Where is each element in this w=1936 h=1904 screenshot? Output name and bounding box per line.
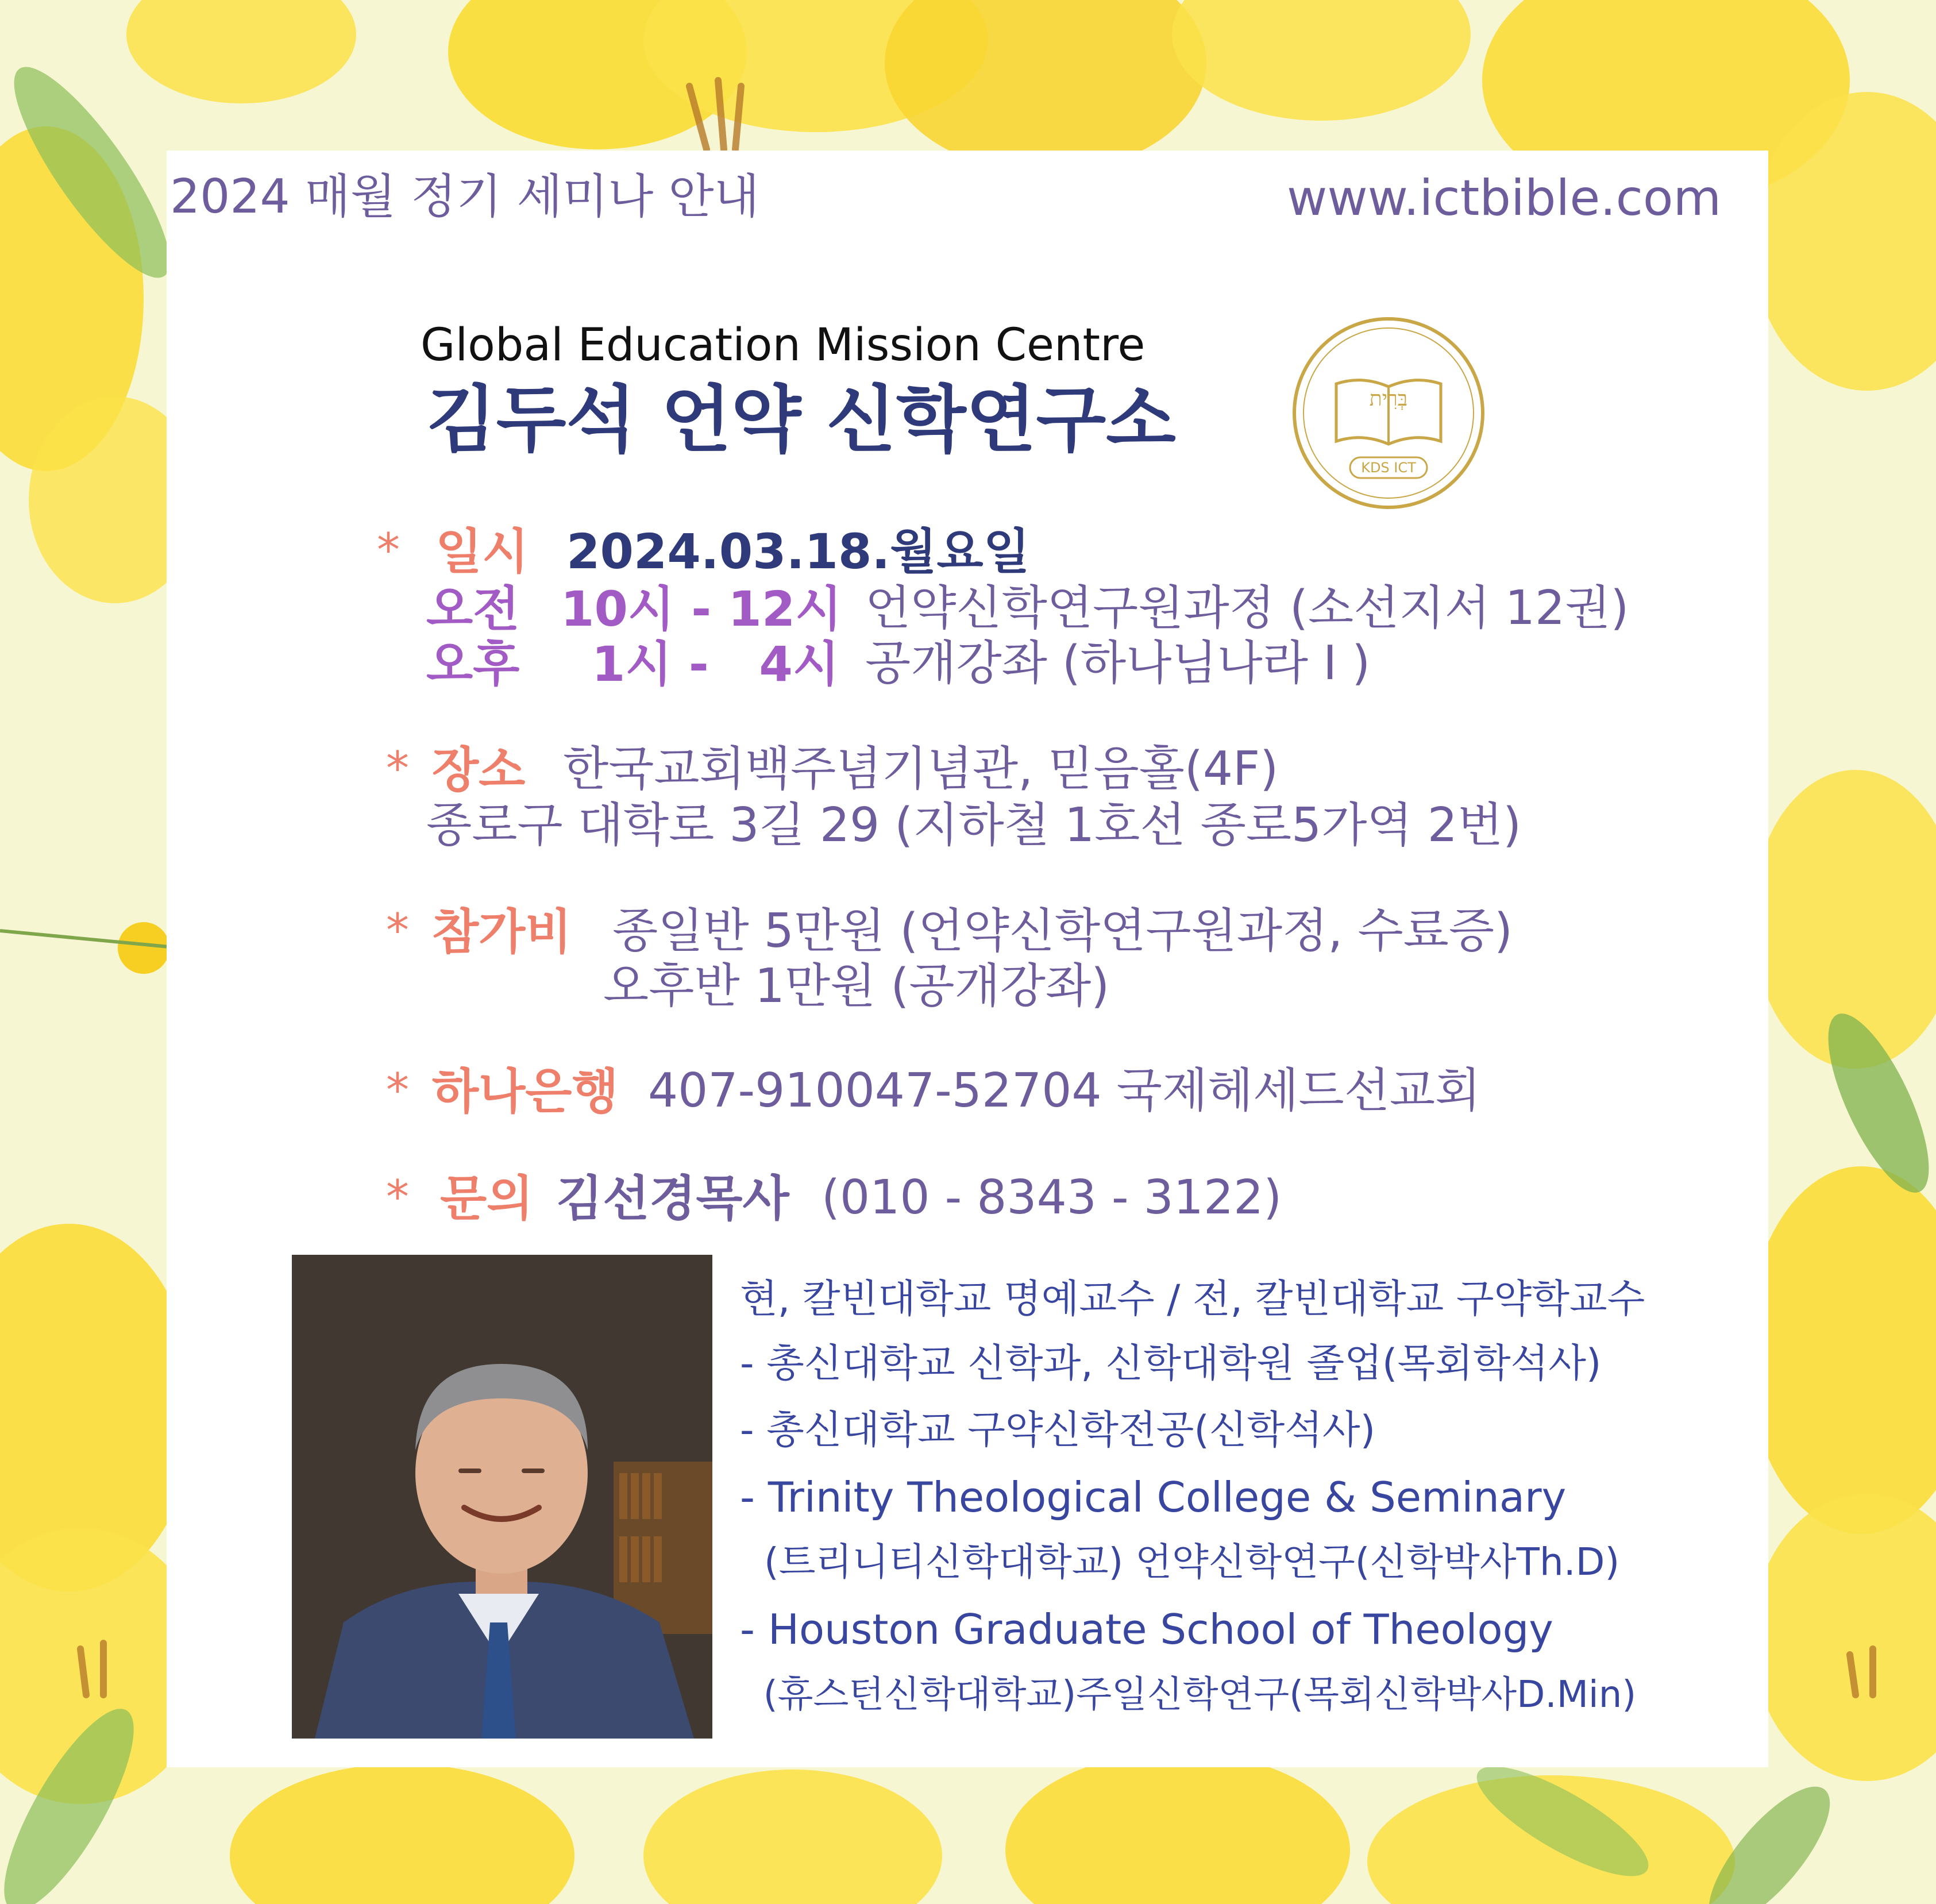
location-bullet: * bbox=[386, 742, 409, 795]
contact-phone: (010 - 8343 - 3122) bbox=[822, 1170, 1282, 1225]
profile-line-1: 현, 칼빈대학교 명예교수 / 전, 칼빈대학교 구약학교수 bbox=[740, 1277, 1645, 1322]
profile-line-7: (휴스턴신학대학교)주일신학연구(목회신학박사D.Min) bbox=[740, 1674, 1637, 1716]
schedule-bullet: * bbox=[377, 523, 400, 577]
location-venue: 한국교회백주념기념관, 믿음홀(4F) bbox=[563, 742, 1279, 796]
org-english-name: Global Education Mission Centre bbox=[421, 319, 1146, 371]
fee-label: 참가비 bbox=[432, 904, 572, 960]
profile-line-4: - Trinity Theological College & Seminary bbox=[740, 1473, 1567, 1521]
profile-line-6: - Houston Graduate School of Theology bbox=[740, 1605, 1553, 1654]
sprig-flower bbox=[118, 922, 169, 974]
logo-caption: KDS ICT bbox=[1361, 460, 1416, 476]
website-link[interactable]: www.ictbible.com bbox=[1287, 169, 1722, 227]
org-korean-name: 김두석 언약 신학연구소 bbox=[426, 377, 1176, 462]
location-label: 장소 bbox=[432, 742, 526, 798]
am-desc: 언약신학연구원과정 (소선지서 12권) bbox=[865, 581, 1629, 635]
fee-afternoon: 오후반 1만원 (공개강좌) bbox=[603, 959, 1110, 1013]
ict-logo bbox=[1290, 315, 1487, 511]
fee-full-day: 종일반 5만원 (언약신학연구원과정, 수료증) bbox=[612, 904, 1513, 958]
bank-label: 하나은행 bbox=[432, 1063, 619, 1120]
contact-label: 문의 bbox=[440, 1170, 534, 1227]
profile-line-2: - 총신대학교 신학과, 신학대학원 졸업(목회학석사) bbox=[740, 1341, 1602, 1386]
am-time: 10시 - 12시 bbox=[561, 581, 842, 637]
profile-line-3: - 총신대학교 구약신학전공(신학석사) bbox=[740, 1408, 1376, 1453]
contact-name: 김선경목사 bbox=[556, 1170, 789, 1227]
contact-bullet: * bbox=[386, 1170, 409, 1224]
bank-account: 407-910047-52704 국제헤세드선교회 bbox=[648, 1063, 1481, 1118]
bank-bullet: * bbox=[386, 1063, 409, 1117]
seminar-title: 2024 매월 정기 세미나 안내 bbox=[170, 169, 759, 224]
fee-bullet: * bbox=[386, 904, 409, 957]
logo-hebrew: בְּרִית bbox=[1369, 387, 1408, 411]
profile-line-5: (트리니티신학대학교) 언약신학연구(신학박사Th.D) bbox=[740, 1540, 1620, 1584]
schedule-label: 일시 bbox=[435, 523, 529, 580]
schedule-date: 2024.03.18.월요일 bbox=[566, 523, 1030, 580]
location-address: 종로구 대학로 3길 29 (지하철 1호선 종로5가역 2번) bbox=[426, 798, 1522, 853]
pm-time: 1시 - 4시 bbox=[592, 636, 840, 692]
pm-label: 오후 bbox=[426, 636, 520, 692]
pm-desc: 공개강좌 (하나님나라 I ) bbox=[865, 636, 1371, 691]
am-label: 오전 bbox=[426, 581, 520, 637]
professor-photo bbox=[292, 1255, 712, 1739]
